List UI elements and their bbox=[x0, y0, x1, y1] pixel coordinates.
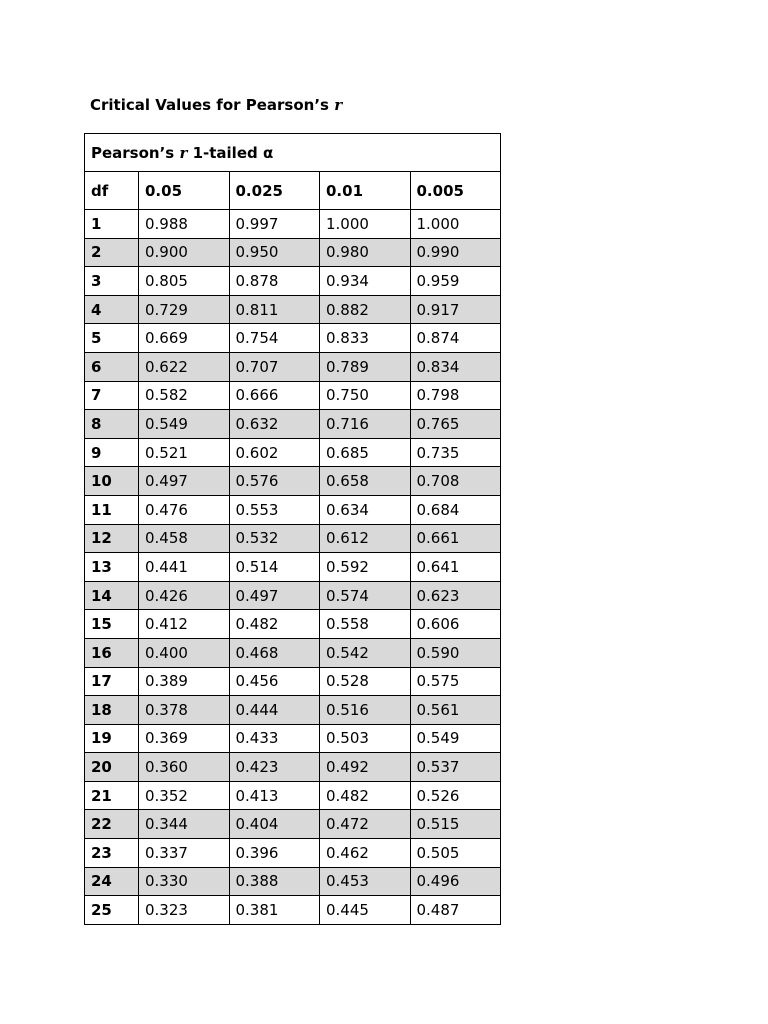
cell-df: 2 bbox=[85, 238, 139, 267]
cell-alpha-0025: 0.878 bbox=[229, 267, 320, 296]
cell-alpha-005: 0.441 bbox=[139, 553, 230, 582]
cell-alpha-0005: 0.641 bbox=[410, 553, 501, 582]
header-alpha-001: 0.01 bbox=[320, 172, 411, 210]
cell-alpha-005: 0.669 bbox=[139, 324, 230, 353]
cell-alpha-001: 1.000 bbox=[320, 210, 411, 239]
cell-alpha-0025: 0.433 bbox=[229, 724, 320, 753]
cell-alpha-005: 0.458 bbox=[139, 524, 230, 553]
cell-alpha-0025: 0.632 bbox=[229, 410, 320, 439]
cell-df: 13 bbox=[85, 553, 139, 582]
cell-alpha-005: 0.344 bbox=[139, 810, 230, 839]
cell-alpha-001: 0.750 bbox=[320, 381, 411, 410]
cell-alpha-001: 0.558 bbox=[320, 610, 411, 639]
table-caption-row bbox=[85, 134, 501, 172]
cell-alpha-0025: 0.482 bbox=[229, 610, 320, 639]
cell-alpha-0005: 0.623 bbox=[410, 581, 501, 610]
cell-alpha-005: 0.360 bbox=[139, 753, 230, 782]
cell-alpha-0025: 0.707 bbox=[229, 352, 320, 381]
cell-df: 9 bbox=[85, 438, 139, 467]
cell-alpha-0025: 0.404 bbox=[229, 810, 320, 839]
cell-alpha-005: 0.988 bbox=[139, 210, 230, 239]
critical-values-table bbox=[84, 133, 501, 925]
cell-alpha-005: 0.352 bbox=[139, 781, 230, 810]
cell-alpha-005: 0.378 bbox=[139, 696, 230, 725]
cell-alpha-0005: 0.735 bbox=[410, 438, 501, 467]
cell-df: 11 bbox=[85, 495, 139, 524]
cell-alpha-0005: 0.874 bbox=[410, 324, 501, 353]
cell-df: 23 bbox=[85, 839, 139, 868]
table-row bbox=[85, 867, 501, 896]
table-body bbox=[85, 210, 501, 925]
table-row bbox=[85, 810, 501, 839]
table-row bbox=[85, 724, 501, 753]
cell-alpha-0005: 0.661 bbox=[410, 524, 501, 553]
cell-alpha-0005: 0.537 bbox=[410, 753, 501, 782]
page-title-variable: r bbox=[334, 96, 343, 114]
table-row bbox=[85, 839, 501, 868]
table-row bbox=[85, 581, 501, 610]
cell-alpha-0005: 0.990 bbox=[410, 238, 501, 267]
cell-alpha-0025: 0.811 bbox=[229, 295, 320, 324]
cell-alpha-0005: 0.798 bbox=[410, 381, 501, 410]
cell-df: 6 bbox=[85, 352, 139, 381]
cell-df: 21 bbox=[85, 781, 139, 810]
cell-df: 22 bbox=[85, 810, 139, 839]
cell-alpha-001: 0.934 bbox=[320, 267, 411, 296]
cell-alpha-005: 0.337 bbox=[139, 839, 230, 868]
cell-alpha-0005: 0.496 bbox=[410, 867, 501, 896]
cell-df: 7 bbox=[85, 381, 139, 410]
cell-alpha-005: 0.729 bbox=[139, 295, 230, 324]
cell-alpha-001: 0.789 bbox=[320, 352, 411, 381]
cell-df: 10 bbox=[85, 467, 139, 496]
cell-alpha-001: 0.980 bbox=[320, 238, 411, 267]
caption-suffix: 1-tailed α bbox=[187, 143, 274, 162]
cell-alpha-005: 0.582 bbox=[139, 381, 230, 410]
table-row bbox=[85, 495, 501, 524]
cell-alpha-001: 0.592 bbox=[320, 553, 411, 582]
cell-alpha-005: 0.805 bbox=[139, 267, 230, 296]
table-row bbox=[85, 238, 501, 267]
cell-alpha-0025: 0.388 bbox=[229, 867, 320, 896]
cell-df: 15 bbox=[85, 610, 139, 639]
header-df: df bbox=[85, 172, 139, 210]
table-row bbox=[85, 410, 501, 439]
cell-alpha-0025: 0.381 bbox=[229, 896, 320, 925]
cell-alpha-001: 0.503 bbox=[320, 724, 411, 753]
table-row bbox=[85, 667, 501, 696]
cell-alpha-001: 0.634 bbox=[320, 495, 411, 524]
cell-alpha-0025: 0.997 bbox=[229, 210, 320, 239]
cell-alpha-0005: 0.549 bbox=[410, 724, 501, 753]
header-alpha-0005: 0.005 bbox=[410, 172, 501, 210]
cell-alpha-0025: 0.456 bbox=[229, 667, 320, 696]
cell-alpha-0025: 0.666 bbox=[229, 381, 320, 410]
cell-alpha-001: 0.658 bbox=[320, 467, 411, 496]
table-row bbox=[85, 381, 501, 410]
cell-alpha-001: 0.685 bbox=[320, 438, 411, 467]
cell-alpha-001: 0.516 bbox=[320, 696, 411, 725]
table-row bbox=[85, 352, 501, 381]
table-row bbox=[85, 524, 501, 553]
cell-alpha-005: 0.389 bbox=[139, 667, 230, 696]
cell-alpha-0005: 0.561 bbox=[410, 696, 501, 725]
cell-alpha-001: 0.462 bbox=[320, 839, 411, 868]
cell-alpha-0005: 0.959 bbox=[410, 267, 501, 296]
cell-alpha-001: 0.542 bbox=[320, 638, 411, 667]
cell-alpha-001: 0.882 bbox=[320, 295, 411, 324]
cell-df: 4 bbox=[85, 295, 139, 324]
table-header-row bbox=[85, 172, 501, 210]
cell-alpha-001: 0.472 bbox=[320, 810, 411, 839]
table-row bbox=[85, 781, 501, 810]
cell-alpha-005: 0.622 bbox=[139, 352, 230, 381]
page-title bbox=[90, 96, 342, 114]
cell-alpha-0005: 0.684 bbox=[410, 495, 501, 524]
cell-df: 24 bbox=[85, 867, 139, 896]
table-row bbox=[85, 324, 501, 353]
table-row bbox=[85, 638, 501, 667]
cell-alpha-005: 0.521 bbox=[139, 438, 230, 467]
table-caption bbox=[85, 134, 501, 172]
cell-alpha-001: 0.492 bbox=[320, 753, 411, 782]
table-row bbox=[85, 210, 501, 239]
cell-alpha-005: 0.476 bbox=[139, 495, 230, 524]
cell-alpha-0005: 0.526 bbox=[410, 781, 501, 810]
cell-df: 14 bbox=[85, 581, 139, 610]
caption-variable: r bbox=[179, 143, 188, 162]
cell-alpha-001: 0.528 bbox=[320, 667, 411, 696]
cell-alpha-0025: 0.553 bbox=[229, 495, 320, 524]
cell-df: 19 bbox=[85, 724, 139, 753]
cell-df: 16 bbox=[85, 638, 139, 667]
cell-alpha-001: 0.482 bbox=[320, 781, 411, 810]
cell-alpha-0005: 0.505 bbox=[410, 839, 501, 868]
cell-alpha-0025: 0.754 bbox=[229, 324, 320, 353]
cell-alpha-001: 0.453 bbox=[320, 867, 411, 896]
cell-alpha-005: 0.426 bbox=[139, 581, 230, 610]
cell-df: 3 bbox=[85, 267, 139, 296]
cell-alpha-005: 0.900 bbox=[139, 238, 230, 267]
table-row bbox=[85, 267, 501, 296]
table-row bbox=[85, 896, 501, 925]
table-row bbox=[85, 295, 501, 324]
cell-alpha-005: 0.369 bbox=[139, 724, 230, 753]
cell-alpha-0005: 0.708 bbox=[410, 467, 501, 496]
cell-alpha-0005: 0.575 bbox=[410, 667, 501, 696]
cell-alpha-0025: 0.497 bbox=[229, 581, 320, 610]
table-row bbox=[85, 753, 501, 782]
table-row bbox=[85, 467, 501, 496]
cell-alpha-0005: 0.487 bbox=[410, 896, 501, 925]
cell-alpha-0025: 0.468 bbox=[229, 638, 320, 667]
table-row bbox=[85, 553, 501, 582]
cell-alpha-0005: 0.515 bbox=[410, 810, 501, 839]
cell-alpha-0025: 0.514 bbox=[229, 553, 320, 582]
cell-alpha-001: 0.445 bbox=[320, 896, 411, 925]
cell-alpha-0005: 0.590 bbox=[410, 638, 501, 667]
cell-df: 17 bbox=[85, 667, 139, 696]
cell-alpha-0005: 1.000 bbox=[410, 210, 501, 239]
cell-alpha-0005: 0.834 bbox=[410, 352, 501, 381]
cell-alpha-0025: 0.423 bbox=[229, 753, 320, 782]
cell-df: 25 bbox=[85, 896, 139, 925]
cell-alpha-0025: 0.602 bbox=[229, 438, 320, 467]
header-alpha-005: 0.05 bbox=[139, 172, 230, 210]
table-row bbox=[85, 696, 501, 725]
page-title-text: Critical Values for Pearson’s bbox=[90, 96, 335, 114]
caption-prefix: Pearson’s bbox=[91, 143, 180, 162]
cell-alpha-005: 0.412 bbox=[139, 610, 230, 639]
cell-alpha-0025: 0.444 bbox=[229, 696, 320, 725]
cell-alpha-0025: 0.413 bbox=[229, 781, 320, 810]
header-alpha-0025: 0.025 bbox=[229, 172, 320, 210]
table-row bbox=[85, 610, 501, 639]
cell-df: 8 bbox=[85, 410, 139, 439]
cell-alpha-0005: 0.765 bbox=[410, 410, 501, 439]
cell-alpha-001: 0.574 bbox=[320, 581, 411, 610]
cell-alpha-0025: 0.950 bbox=[229, 238, 320, 267]
cell-alpha-005: 0.330 bbox=[139, 867, 230, 896]
cell-alpha-0005: 0.917 bbox=[410, 295, 501, 324]
cell-alpha-001: 0.716 bbox=[320, 410, 411, 439]
cell-alpha-005: 0.549 bbox=[139, 410, 230, 439]
cell-alpha-0005: 0.606 bbox=[410, 610, 501, 639]
cell-alpha-001: 0.612 bbox=[320, 524, 411, 553]
cell-alpha-0025: 0.576 bbox=[229, 467, 320, 496]
cell-alpha-0025: 0.396 bbox=[229, 839, 320, 868]
cell-df: 5 bbox=[85, 324, 139, 353]
cell-df: 20 bbox=[85, 753, 139, 782]
cell-df: 1 bbox=[85, 210, 139, 239]
table-row bbox=[85, 438, 501, 467]
cell-alpha-0025: 0.532 bbox=[229, 524, 320, 553]
cell-alpha-001: 0.833 bbox=[320, 324, 411, 353]
cell-df: 12 bbox=[85, 524, 139, 553]
cell-df: 18 bbox=[85, 696, 139, 725]
cell-alpha-005: 0.400 bbox=[139, 638, 230, 667]
cell-alpha-005: 0.497 bbox=[139, 467, 230, 496]
cell-alpha-005: 0.323 bbox=[139, 896, 230, 925]
